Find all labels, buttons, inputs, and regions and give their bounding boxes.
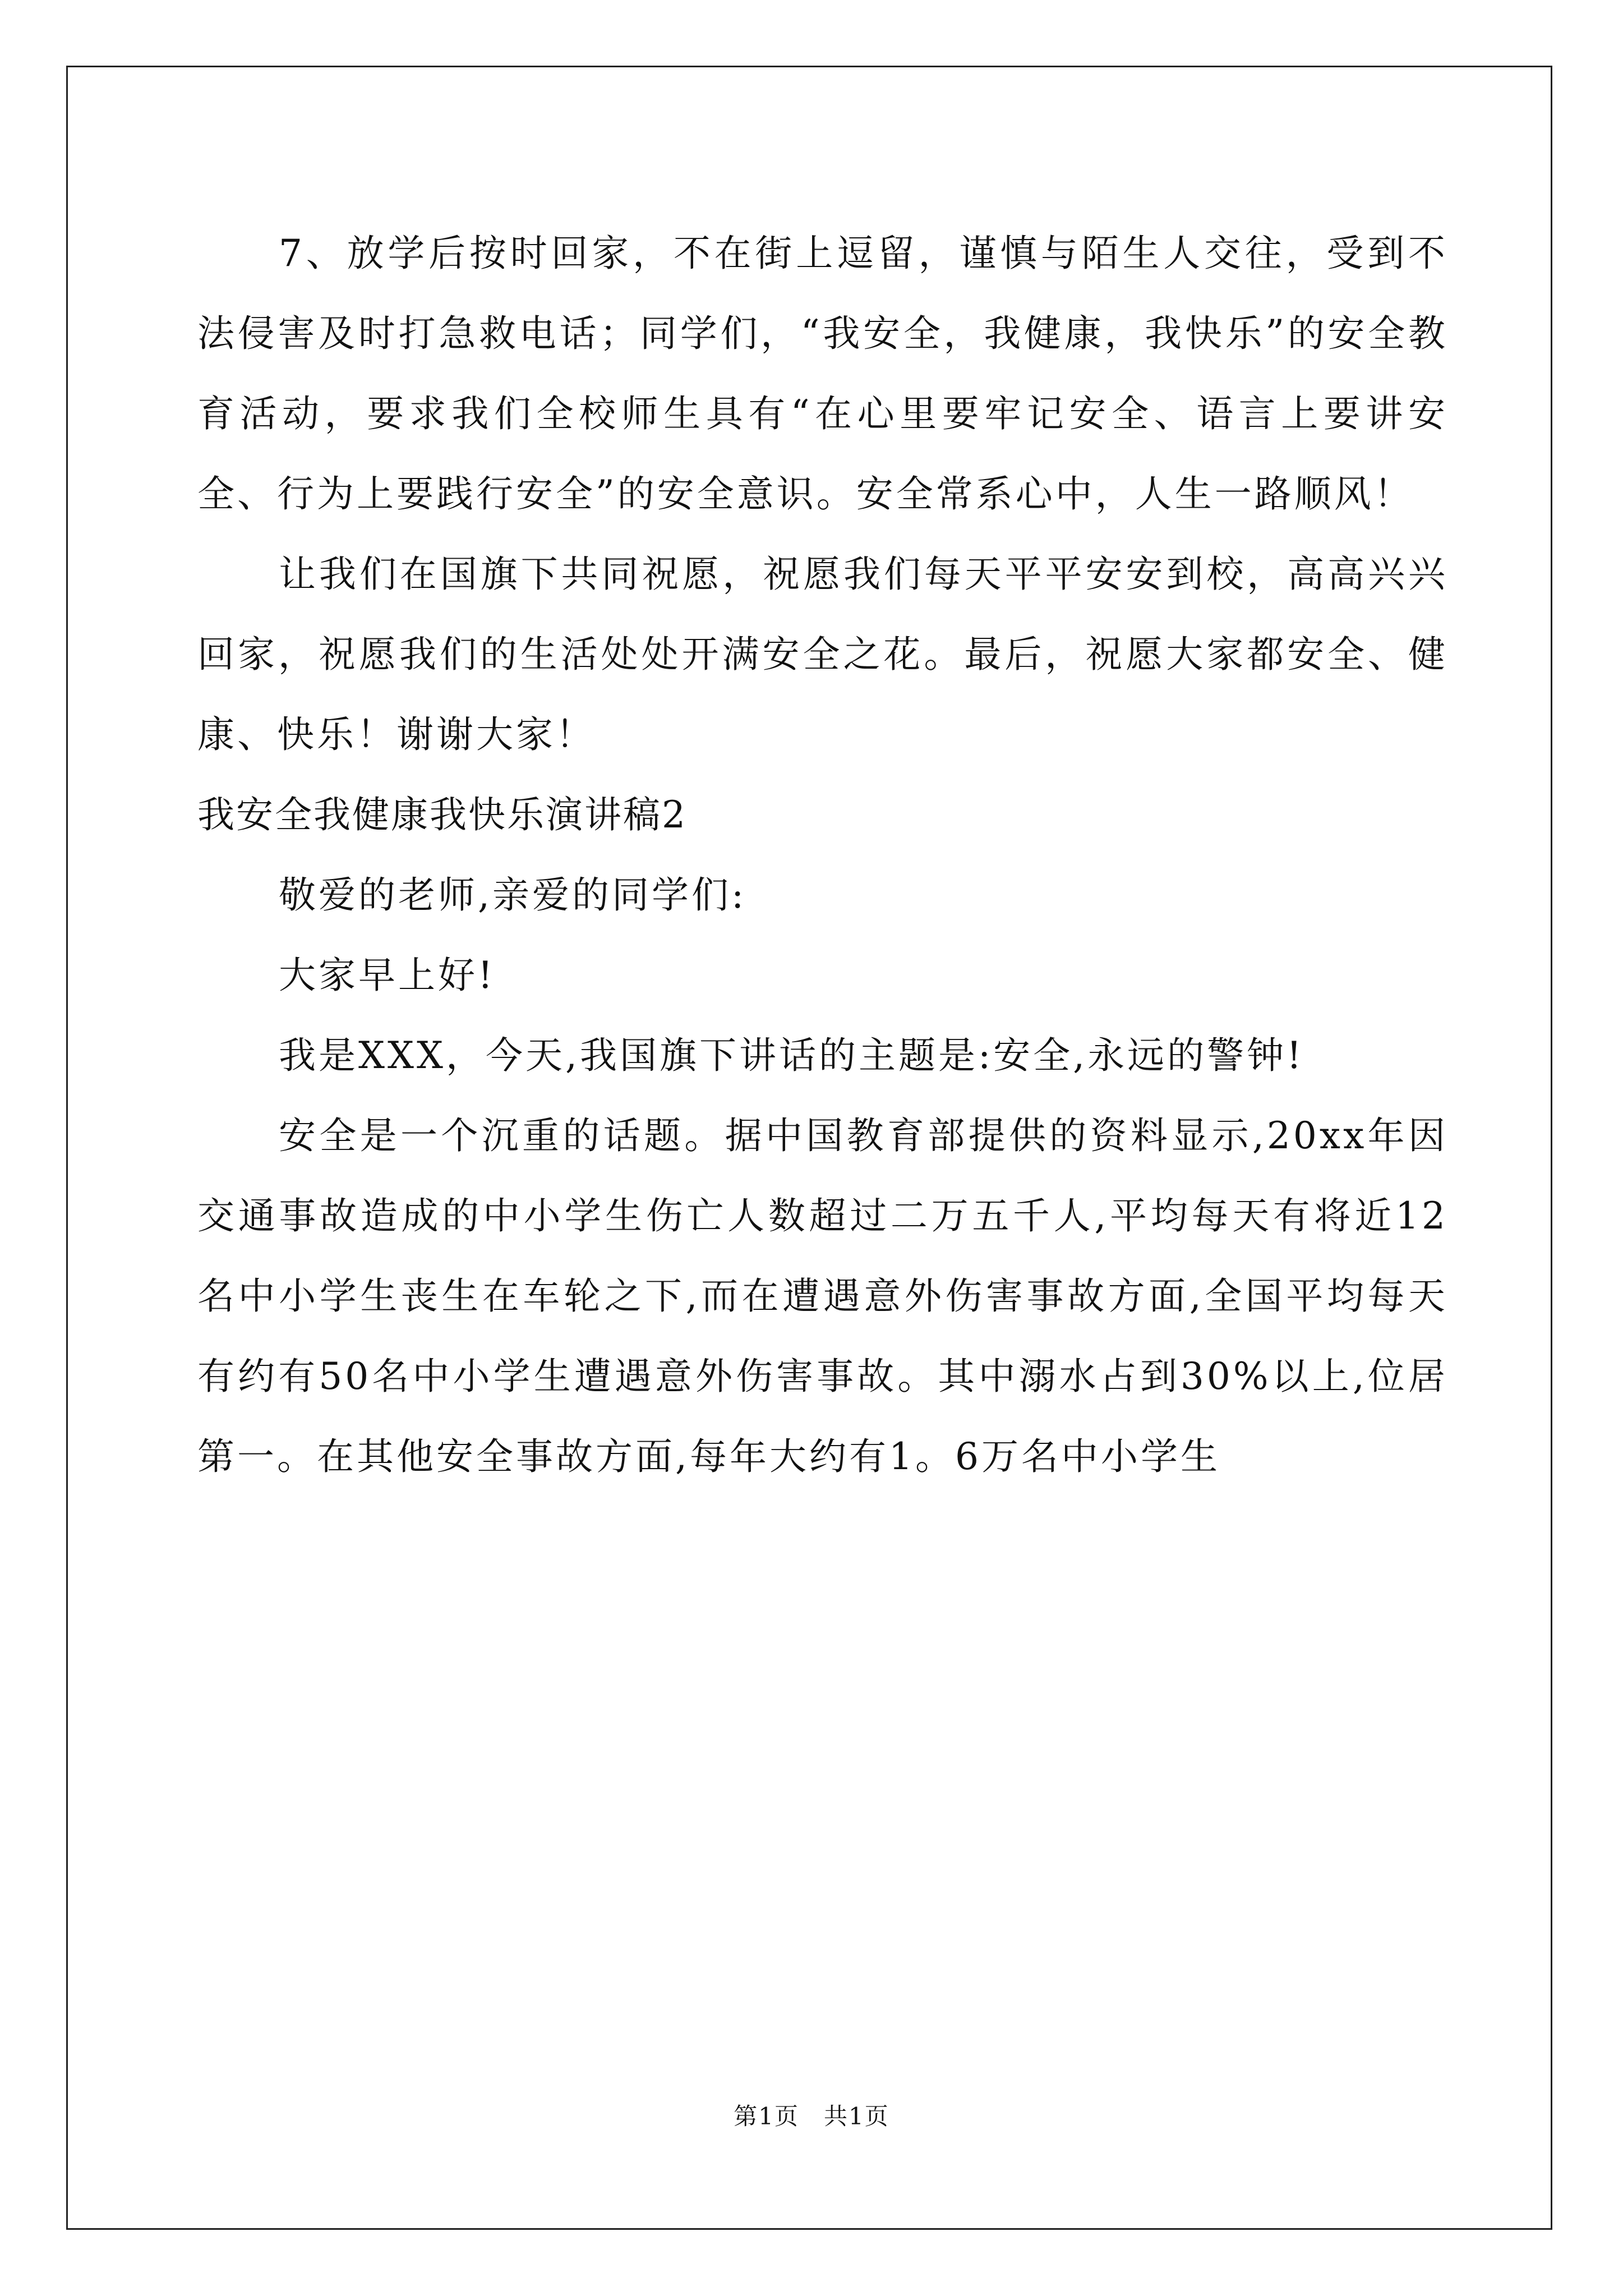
greeting: 大家早上好! — [279, 954, 496, 997]
paragraph-safety-rule-7: 7、放学后按时回家，不在街上逗留，谨慎与陌生人交往，受到不法侵害及时打急救电话；同学们，“我安全，我健康，我快乐”的安全教育活动，要求我们全校师生具有“在心里要牢记安全、语言上要讲安全、行为上要践行安全”的安全意识。安全常系心中，人生一路顺风！ — [197, 232, 1448, 516]
salutation: 敬爱的老师,亲爱的同学们: — [279, 873, 747, 917]
paragraph-statistics: 安全是一个沉重的话题。据中国教育部提供的资料显示,20xx年因交通事故造成的中小学生伤亡人数超过二万五千人,平均每天有将近12名中小学生丧生在车轮之下,而在遭遇意外伤害事故方面,全国平均每天有约有50名中小学生遭遇意外伤害事故。其中溺水占到30%以上,位居第一。在其他安全事故方面,每年大约有1。6万名中小学生 — [197, 1114, 1448, 1478]
speech-title: 我安全我健康我快乐演讲稿2 — [197, 793, 687, 836]
speech-topic: 我是XXX，今天,我国旗下讲话的主题是:安全,永远的警钟! — [279, 1034, 1304, 1077]
paragraph-closing-wishes: 让我们在国旗下共同祝愿，祝愿我们每天平平安安到校，高高兴兴回家，祝愿我们的生活处处开满安全之花。最后，祝愿大家都安全、健康、快乐！谢谢大家！ — [197, 553, 1448, 756]
page-number-footer: 第1页 共1页 — [734, 2102, 889, 2130]
document-body — [197, 213, 1448, 1497]
